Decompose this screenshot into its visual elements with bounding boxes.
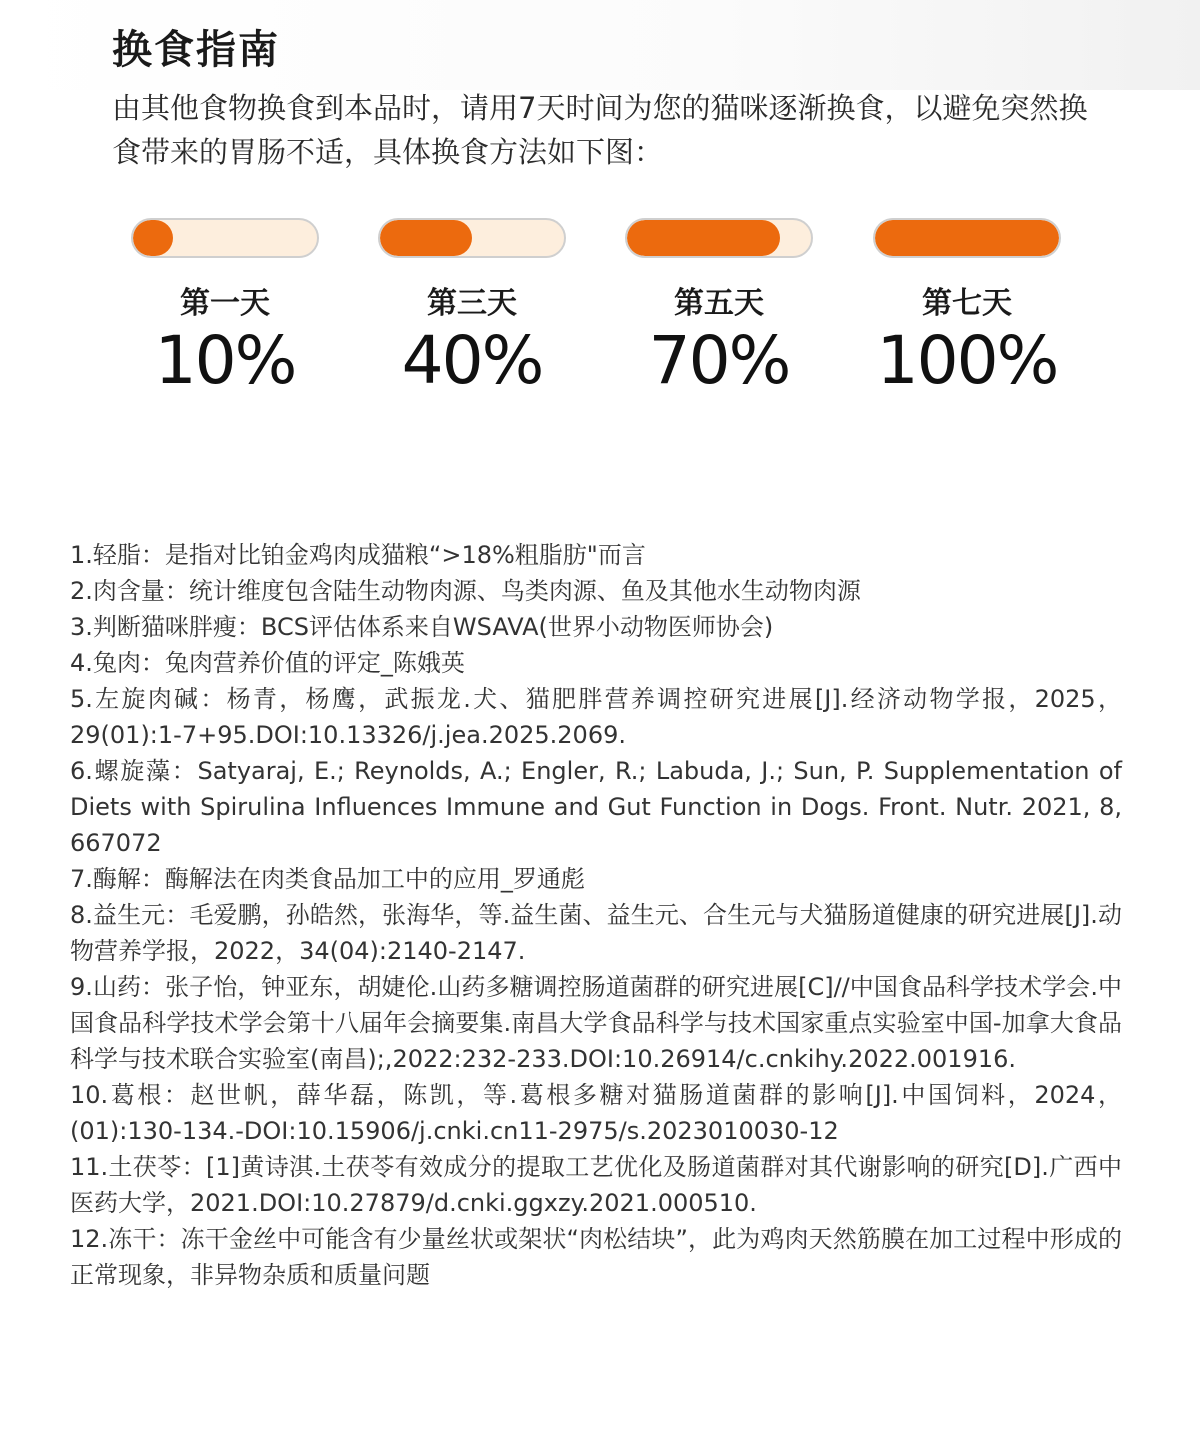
- step-day-label: 第七天: [922, 286, 1012, 321]
- footnote-item: 2.肉含量：统计维度包含陆生动物肉源、鸟类肉源、鱼及其他水生动物肉源: [70, 577, 861, 605]
- footnote-item: 3.判断猫咪胖瘦：BCS评估体系来自WSAVA(世界小动物医师协会): [70, 613, 774, 641]
- footnote-item: 4.兔肉：兔肉营养价值的评定_陈娥英: [70, 649, 465, 677]
- progress-track: [378, 218, 566, 258]
- transition-steps: [0, 218, 1200, 418]
- footnote-item: 7.酶解：酶解法在肉类食品加工中的应用_罗通彪: [70, 865, 585, 893]
- step-day-5: [590, 218, 850, 418]
- progress-track: [625, 218, 813, 258]
- progress-fill: [875, 220, 1059, 256]
- footnote-item: 11.土茯苓：[1]黄诗淇.土茯苓有效成分的提取工艺优化及肠道菌群对其代谢影响的研究[D].广西中医药大学，2021.DOI:10.27879/d.cnki.ggxzy.2021.000510.: [70, 1153, 1122, 1217]
- footnote-item: 10.葛根：赵世帆，薛华磊，陈凯，等.葛根多糖对猫肠道菌群的影响[J].中国饲料，2024，(01):130-134.-DOI:10.15906/j.cnki.cn11-2975/s.2023010030-12: [70, 1081, 1122, 1145]
- step-day-7: [838, 218, 1098, 418]
- step-day-3: [343, 218, 603, 418]
- progress-fill: [380, 220, 472, 256]
- guide-description: 由其他食物换食到本品时，请用7天时间为您的猫咪逐渐换食，以避免突然换食带来的胃肠不适，具体换食方法如下图：: [112, 91, 1088, 169]
- page-title: 换食指南: [112, 27, 280, 73]
- step-percent: 70%: [648, 322, 790, 399]
- footnote-item: 12.冻干：冻干金丝中可能含有少量丝状或架状“肉松结块”，此为鸡肉天然筋膜在加工过程中形成的正常现象，非异物杂质和质量问题: [70, 1225, 1122, 1289]
- step-percent: 10%: [154, 322, 296, 399]
- footnote-item: 8.益生元：毛爱鹏，孙皓然，张海华，等.益生菌、益生元、合生元与犬猫肠道健康的研究进展[J].动物营养学报，2022，34(04):2140-2147.: [70, 901, 1122, 965]
- step-percent: 100%: [876, 322, 1058, 399]
- footnote-item: 6.螺旋藻：Satyaraj, E.; Reynolds, A.; Engler, R.; Labuda, J.; Sun, P. Supplementation of Diets with Spirulina Influences Immune and Gut Function in Dogs. Front. Nutr. 2021, 8, 667072: [70, 757, 1122, 857]
- step-day-label: 第三天: [427, 286, 517, 321]
- progress-track: [873, 218, 1061, 258]
- step-day-label: 第五天: [674, 286, 764, 321]
- footnotes: [70, 537, 1122, 1293]
- progress-fill: [133, 220, 173, 256]
- footnote-item: 9.山药：张子怡，钟亚东，胡婕伦.山药多糖调控肠道菌群的研究进展[C]//中国食品科学技术学会.中国食品科学技术学会第十八届年会摘要集.南昌大学食品科学与技术国家重点实验室中国-加拿大食品科学与技术联合实验室(南昌);,2022:232-233.DOI:10.26914/c.cnkihy.2022.001916.: [70, 973, 1122, 1073]
- step-day-1: [96, 218, 356, 418]
- footnote-item: 1.轻脂：是指对比铂金鸡肉成猫粮“>18%粗脂肪"而言: [70, 541, 646, 569]
- step-percent: 40%: [401, 322, 543, 399]
- progress-track: [131, 218, 319, 258]
- step-day-label: 第一天: [180, 286, 270, 321]
- footnote-item: 5.左旋肉碱：杨青，杨鹰，武振龙.犬、猫肥胖营养调控研究进展[J].经济动物学报，2025，29(01):1-7+95.DOI:10.13326/j.jea.2025.2069.: [70, 685, 1122, 749]
- progress-fill: [627, 220, 780, 256]
